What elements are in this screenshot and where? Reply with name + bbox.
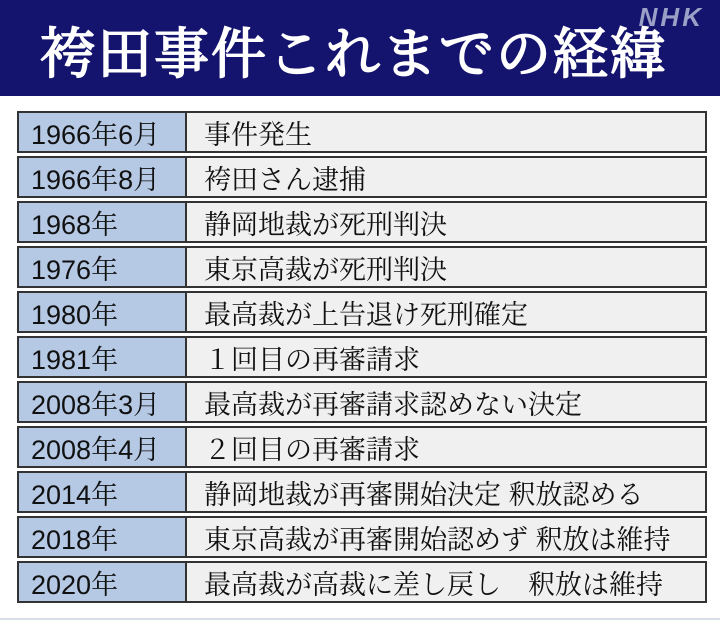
page-title: 袴田事件これまでの経緯 <box>40 23 668 85</box>
year-cell: 2020年 <box>19 563 187 601</box>
event-cell: 袴田さん逮捕 <box>204 164 366 195</box>
year-cell: 2014年 <box>19 473 187 511</box>
event-cell: ２回目の再審請求 <box>204 434 420 465</box>
year-cell: 1966年6月 <box>19 113 187 151</box>
header-banner <box>0 0 720 96</box>
table-row <box>17 156 707 198</box>
table-row <box>17 381 707 423</box>
table-row <box>17 561 707 603</box>
event-cell: 静岡地裁が再審開始決定 釈放認める <box>204 479 644 510</box>
year-cell: 2008年4月 <box>19 428 187 466</box>
event-cell: 東京高裁が死刑判決 <box>204 254 447 285</box>
year-cell: 1980年 <box>19 293 187 331</box>
table-row <box>17 201 707 243</box>
event-cell: 静岡地裁が死刑判決 <box>204 209 447 240</box>
year-cell: 2008年3月 <box>19 383 187 421</box>
event-cell: 最高裁が再審請求認めない決定 <box>204 389 582 420</box>
event-cell: 事件発生 <box>204 119 312 150</box>
year-cell: 1976年 <box>19 248 187 286</box>
table-row <box>17 291 707 333</box>
year-cell: 2018年 <box>19 518 187 556</box>
year-cell: 1968年 <box>19 203 187 241</box>
nhk-logo: NHK <box>638 2 704 32</box>
year-cell: 1981年 <box>19 338 187 376</box>
table-row <box>17 516 707 558</box>
table-row <box>17 471 707 513</box>
event-cell: 最高裁が高裁に差し戻し 釈放は維持 <box>204 569 663 600</box>
table-row <box>17 336 707 378</box>
table-row <box>17 111 707 153</box>
event-cell: 最高裁が上告退け死刑確定 <box>204 299 528 330</box>
timeline-table <box>17 111 707 606</box>
event-cell: 東京高裁が再審開始認めず 釈放は維持 <box>204 524 671 555</box>
table-row <box>17 246 707 288</box>
year-cell: 1966年8月 <box>19 158 187 196</box>
event-cell: １回目の再審請求 <box>204 344 420 375</box>
table-row <box>17 426 707 468</box>
